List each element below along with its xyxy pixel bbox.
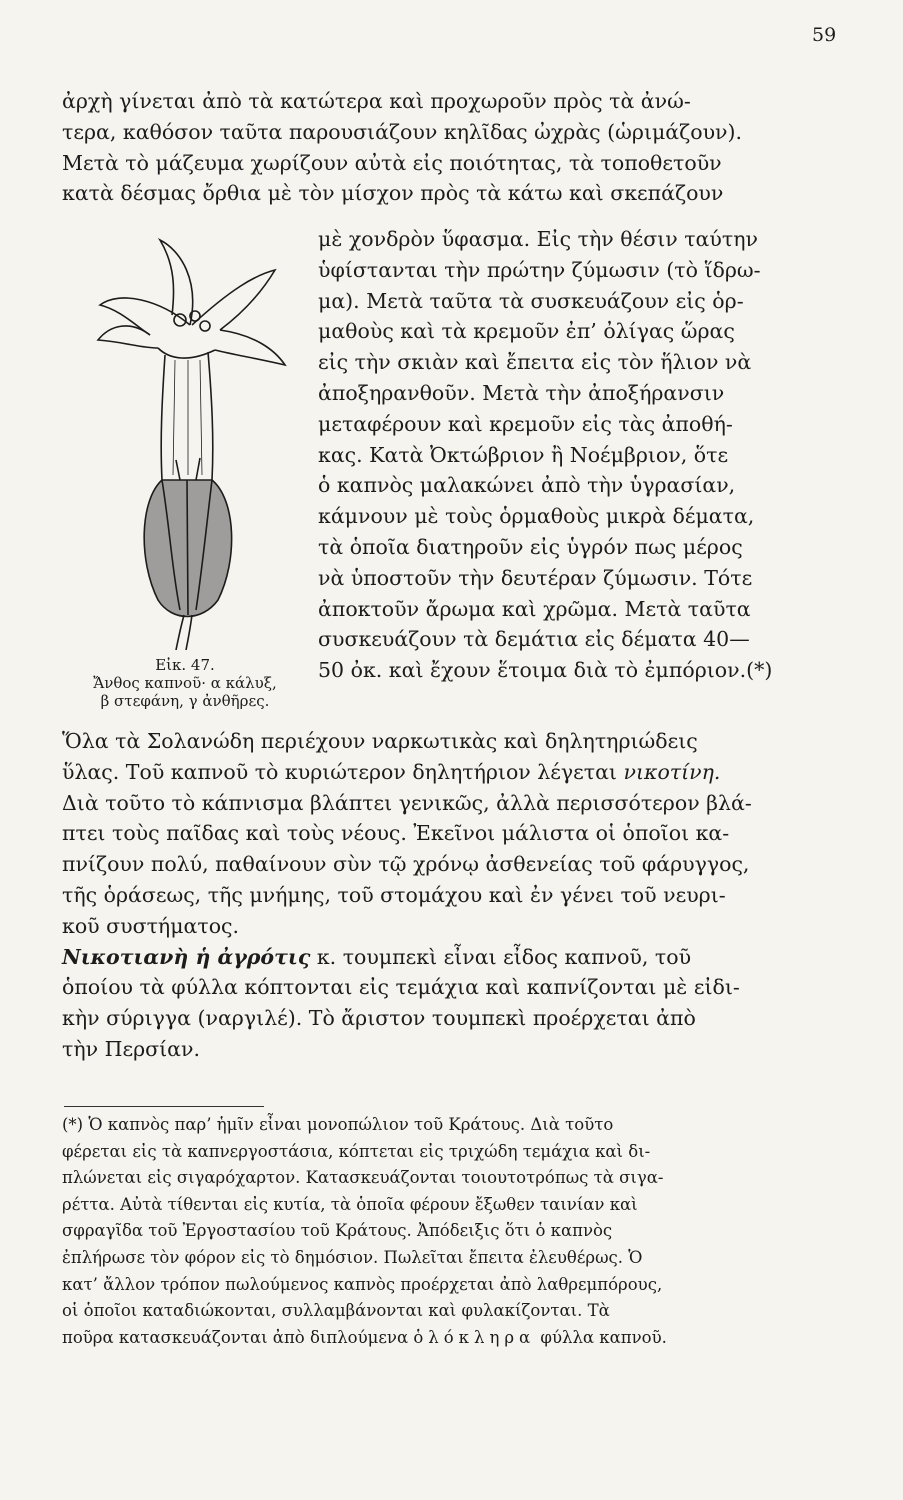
text-line: κατὰ δέσμας ὄρθια μὲ τὸν μίσχον πρὸς τὰ κάτω καὶ σκεπάζουν <box>62 181 724 206</box>
text-line: κοῦ συστήματος. <box>62 913 240 938</box>
footnote-line: (*) Ὁ καπνὸς παρ’ ἡμῖν εἶναι μονοπώλιον τοῦ Κράτους. Διὰ τοῦτο <box>62 1115 614 1134</box>
text-line: κας. Κατὰ Ὀκτώβριον ἢ Νοέμβριον, ὅτε <box>318 442 729 467</box>
solanaceae-paragraph <box>62 726 802 1065</box>
text-line: κὴν σύριγγα (ναργιλέ). Τὸ ἄριστον τουμπεκὶ προέρχεται ἀπὸ <box>62 1006 696 1031</box>
text-line <box>62 757 802 788</box>
footnote-line <box>62 1325 822 1352</box>
text-line: ἀποκτοῦν ἄρωμα καὶ χρῶμα. Μετὰ ταῦτα <box>318 596 751 621</box>
section-term: Νικοτιανὴ ἡ ἀγρότις <box>62 944 311 969</box>
text-line: πτει τοὺς παῖδας καὶ τοὺς νέους. Ἐκεῖνοι μάλιστα οἱ ὁποῖοι κα- <box>62 821 730 846</box>
text-line: Διὰ τοῦτο τὸ κάπνισμα βλάπτει γενικῶς, ἀλλὰ περισσότερον βλά- <box>62 790 752 815</box>
figure-caption <box>60 656 310 710</box>
text-line: ὁ καπνὸς μαλακώνει ἀπὸ τὴν ὑγρασίαν, <box>318 473 736 498</box>
text-fragment: κ. τουμπεκὶ εἶναι εἶδος καπνοῦ, τοῦ <box>316 944 692 969</box>
text-line: τερα, καθόσον ταῦτα παρουσιάζουν κηλῖδας ὠχρὰς (ὡριμάζουν). <box>62 119 743 144</box>
footnote-line: οἱ ὁποῖοι καταδιώκονται, συλλαμβάνονται καὶ φυλακίζονται. Τὰ <box>62 1301 610 1321</box>
page-number: 59 <box>812 24 837 46</box>
text-line: τῆς ὁράσεως, τῆς μνήμης, τοῦ στομάχου καὶ ἐν γένει τοῦ νευρι- <box>62 882 726 907</box>
footnote-line: ρέττα. Αὐτὰ τίθενται εἰς κυτία, τὰ ὁποῖα φέρουν ἔξωθεν ταινίαν καὶ <box>62 1194 638 1214</box>
text-line: μαθοὺς καὶ τὰ κρεμοῦν ἐπ’ ὀλίγας ὥρας <box>318 319 735 344</box>
tobacco-flower-illustration <box>80 230 300 650</box>
text-line: πνίζουν πολύ, παθαίνουν σὺν τῷ χρόνῳ ἀσθενείας τοῦ φάρυγγος, <box>62 852 750 877</box>
text-fragment: φύλλα καπνοῦ. <box>540 1327 667 1347</box>
text-line: εἰς τὴν σκιὰν καὶ ἔπειτα εἰς τὸν ἥλιον νὰ <box>318 350 752 375</box>
footnote <box>62 1112 822 1351</box>
nicotine-term: νικοτίνη. <box>623 759 721 784</box>
footnote-line: σφραγῖδα τοῦ Ἐργοστασίου τοῦ Κράτους. Ἀπόδειξις ὅτι ὁ καπνὸς <box>62 1221 613 1241</box>
text-line: ἀρχὴ γίνεται ἀπὸ τὰ κατώτερα καὶ προχωροῦν πρὸς τὰ ἀνώ- <box>62 89 691 113</box>
text-line <box>62 942 802 973</box>
text-line: Μετὰ τὸ μάζευμα χωρίζουν αὐτὰ εἰς ποιότητας, τὰ τοποθετοῦν <box>62 150 722 175</box>
text-line: 50 ὀκ. καὶ ἔχουν ἕτοιμα διὰ τὸ ἐμπόριον.(*) <box>318 658 773 683</box>
footnote-divider <box>64 1106 264 1107</box>
text-line: μεταφέρουν καὶ κρεμοῦν εἰς τὰς ἀποθή- <box>318 411 733 436</box>
footnote-line: φέρεται εἰς τὰ καπνεργοστάσια, κόπτεται εἰς τριχώδη τεμάχια καὶ δι- <box>62 1141 651 1161</box>
figure-label: Εἰκ. 47. <box>155 656 215 674</box>
text-line: ἀποξηρανθοῦν. Μετὰ τὴν ἀποξήρανσιν <box>318 380 725 405</box>
text-line: νὰ ὑποστοῦν τὴν δευτέραν ζύμωσιν. Τότε <box>318 565 753 590</box>
text-line: ὁποίου τὰ φύλλα κόπτονται εἰς τεμάχια καὶ καπνίζονται μὲ εἰδι- <box>62 975 740 1000</box>
text-line: μὲ χονδρὸν ὕφασμα. Εἰς τὴν θέσιν ταύτην <box>318 227 758 251</box>
footnote-line: ἐπλήρωσε τὸν φόρον εἰς τὸ δημόσιον. Πωλεῖται ἔπειτα ἐλευθέρως. Ὁ <box>62 1247 643 1267</box>
caption-line: Ἄνθος καπνοῦ· α κάλυξ, <box>93 674 277 692</box>
text-line: μα). Μετὰ ταῦτα τὰ συσκευάζουν εἰς ὁρ- <box>318 288 744 313</box>
text-line: κάμνουν μὲ τοὺς ὁρμαθοὺς μικρὰ δέματα, <box>318 504 755 529</box>
top-paragraph <box>62 86 802 209</box>
spaced-word: ὁλόκληρα <box>413 1327 536 1347</box>
text-line: συσκευάζουν τὰ δεμάτια εἰς δέματα 40— <box>318 627 750 652</box>
footnote-line: κατ’ ἄλλον τρόπον πωλούμενος καπνὸς προέρχεται ἀπὸ λαθρεμπόρους, <box>62 1274 663 1294</box>
text-line: τὰ ὁποῖα διατηροῦν εἰς ὑγρόν πως μέρος <box>318 534 743 559</box>
wrapped-paragraph <box>318 224 808 686</box>
text-line: Ὅλα τὰ Σολανώδη περιέχουν ναρκωτικὰς καὶ δηλητηριώδεις <box>62 729 698 753</box>
text-fragment: ποῦρα κατασκευάζονται ἀπὸ διπλούμενα <box>62 1327 409 1347</box>
text-line: ὑφίστανται τὴν πρώτην ζύμωσιν (τὸ ἵδρω- <box>318 257 761 282</box>
text-fragment: ὕλας. Τοῦ καπνοῦ τὸ κυριώτερον δηλητήριον λέγεται <box>62 759 617 784</box>
caption-line: β στεφάνη, γ ἀνθῆρες. <box>100 692 270 710</box>
footnote-line: πλώνεται εἰς σιγαρόχαρτον. Κατασκευάζονται τοιουτοτρόπως τὰ σιγα- <box>62 1168 664 1188</box>
text-line: τὴν Περσίαν. <box>62 1036 201 1061</box>
